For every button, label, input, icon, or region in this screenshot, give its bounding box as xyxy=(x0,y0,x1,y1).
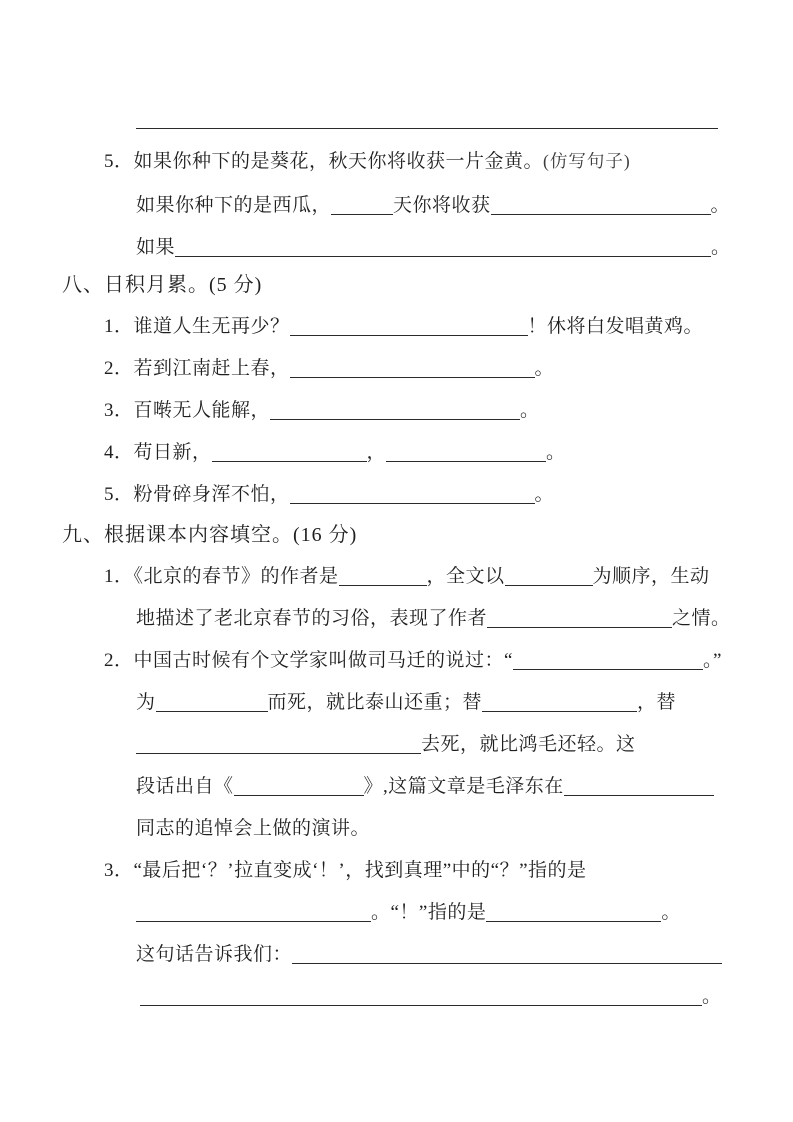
question-text: ！休将白发唱黄鸡。 xyxy=(527,316,704,337)
answer-blank xyxy=(212,442,367,462)
s9-item-2-line-2 xyxy=(136,690,676,716)
answer-blank xyxy=(290,316,528,336)
q5-prompt xyxy=(104,148,631,175)
answer-blank xyxy=(386,442,546,462)
answer-blank xyxy=(331,195,393,215)
answer-blank xyxy=(290,358,535,378)
question-text: 天你将收获 xyxy=(393,195,491,216)
s8-item-2 xyxy=(104,356,554,382)
question-text: 2．中国古时候有个文学家叫做司马迁的说过：“ xyxy=(104,650,513,671)
s9-item-2-line-1 xyxy=(104,648,722,674)
s9-item-2-line-4 xyxy=(136,774,714,800)
s8-item-4 xyxy=(104,440,566,466)
answer-blank xyxy=(136,734,421,754)
question-text: 这句话告诉我们： xyxy=(136,944,293,965)
question-text: 1．谁道人生无再少？ xyxy=(104,316,290,337)
answer-blank xyxy=(339,566,427,586)
q5-answer-line-1 xyxy=(136,193,730,219)
question-text: 。 xyxy=(711,237,731,258)
answer-blank xyxy=(292,944,722,964)
question-text: 九、根据课本内容填空。(16 分) xyxy=(62,524,358,546)
answer-blank xyxy=(513,650,703,670)
s9-item-3-line-2 xyxy=(136,900,681,926)
question-text: 如果 xyxy=(136,237,176,258)
question-text: 5．如果你种下的是葵花，秋天你将收获一片金黄。 xyxy=(104,151,544,172)
answer-blank xyxy=(234,776,364,796)
question-text: 。 xyxy=(534,484,555,505)
question-text: ， xyxy=(366,442,387,463)
question-text: 5．粉骨碎身浑不怕， xyxy=(104,484,290,505)
question-text: 。 xyxy=(710,195,731,216)
question-text: 为顺序，生动 xyxy=(592,566,710,587)
answer-blank xyxy=(290,484,535,504)
answer-blank xyxy=(486,902,661,922)
question-text: 为 xyxy=(136,692,156,713)
s9-item-1-line-1 xyxy=(104,564,710,590)
s8-item-5 xyxy=(104,482,554,508)
question-text: 去死，就比鸿毛还轻。这 xyxy=(421,734,636,755)
section-8-header xyxy=(62,272,262,298)
question-text: 1．《北京的春节》的作者是 xyxy=(104,566,339,587)
answer-blank xyxy=(564,776,714,796)
question-text: 》,这篇文章是毛泽东在 xyxy=(363,776,564,797)
question-text: 。 xyxy=(534,358,555,379)
question-text: 2．若到江南赶上春， xyxy=(104,358,290,379)
s8-item-1 xyxy=(104,314,703,340)
question-text: 。 xyxy=(520,400,540,421)
question-text: 段话出自《 xyxy=(136,776,234,797)
s9-item-3-line-4 xyxy=(140,984,722,1010)
question-text: ，替 xyxy=(637,692,677,713)
answer-blank xyxy=(505,566,593,586)
s9-item-1-line-2 xyxy=(136,606,731,632)
answer-blank xyxy=(136,902,371,922)
question-text: 。 xyxy=(661,902,681,923)
question-text: 。“！”指的是 xyxy=(371,902,487,923)
answer-blank xyxy=(140,986,702,1006)
question-text: 3．“最后把‘？’拉直变成‘！’，找到真理”中的“？”指的是 xyxy=(104,860,587,881)
q5-answer-line-2 xyxy=(136,235,731,261)
answer-blank xyxy=(482,692,637,712)
s8-item-3 xyxy=(104,398,540,424)
s9-item-3-line-1 xyxy=(104,858,587,884)
question-text: 。” xyxy=(702,650,722,671)
answer-blank xyxy=(156,692,268,712)
question-text: 。 xyxy=(546,442,566,463)
question-text: 地描述了老北京春节的习俗，表现了作者 xyxy=(136,608,488,629)
question-text: 八、日积月累。(5 分) xyxy=(62,274,263,296)
question-text: 而死，就比泰山还重；替 xyxy=(267,692,483,713)
answer-blank xyxy=(175,237,711,257)
s9-item-2-line-3 xyxy=(136,732,636,758)
answer-blank xyxy=(270,400,520,420)
s9-item-2-line-5 xyxy=(136,816,370,842)
section-9-header xyxy=(62,522,357,548)
answer-blank xyxy=(491,195,711,215)
s9-item-3-line-3 xyxy=(136,942,722,968)
question-text: ，全文以 xyxy=(426,566,505,587)
question-text: 3．百啭无人能解， xyxy=(104,400,271,421)
question-text: 如果你种下的是西瓜， xyxy=(136,195,332,216)
question-text: 4．苟日新， xyxy=(104,442,212,463)
question-text: 。 xyxy=(702,986,722,1007)
answer-blank xyxy=(136,109,718,129)
question-text: 同志的追悼会上做的演讲。 xyxy=(136,818,371,839)
continuation-blank-line xyxy=(136,107,718,133)
question-text: 之情。 xyxy=(672,608,731,629)
answer-blank xyxy=(487,608,672,628)
hint-text: (仿写句子) xyxy=(543,151,631,171)
